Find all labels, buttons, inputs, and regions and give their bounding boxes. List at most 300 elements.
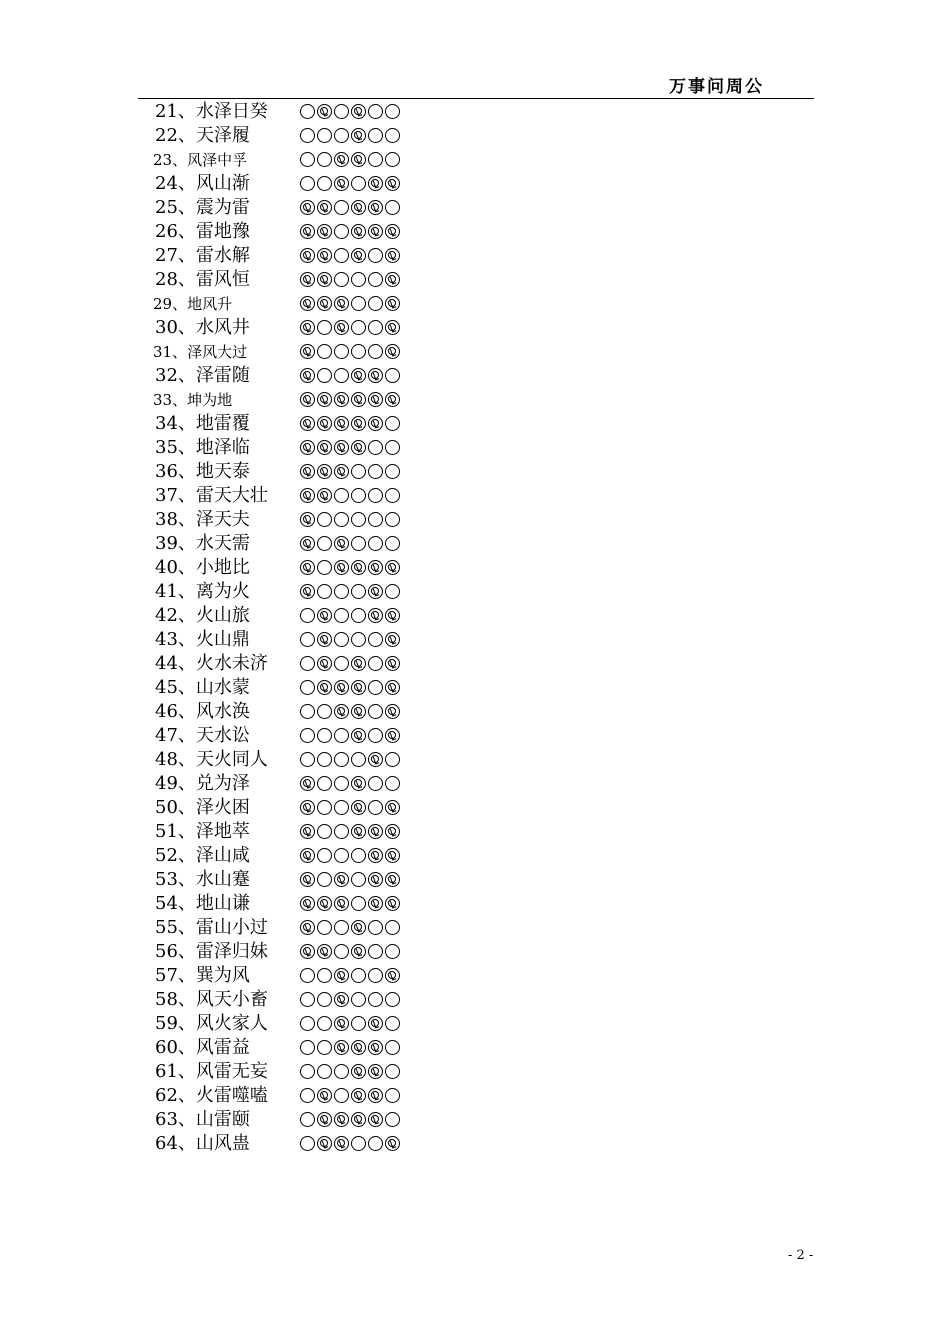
- marked-circle-icon: [317, 296, 332, 311]
- hexagram-marks: [300, 248, 400, 264]
- hexagram-label: 55、雷山小过: [155, 917, 268, 938]
- open-circle-icon: [385, 776, 400, 791]
- list-item: [0, 532, 950, 556]
- hexagram-marks: [300, 1064, 400, 1080]
- marked-circle-icon: [334, 1040, 349, 1055]
- list-item: [0, 820, 950, 844]
- open-circle-icon: [334, 752, 349, 767]
- marked-circle-icon: [334, 560, 349, 575]
- marked-circle-icon: [300, 248, 315, 263]
- open-circle-icon: [385, 368, 400, 383]
- open-circle-icon: [317, 1016, 332, 1031]
- marked-circle-icon: [385, 632, 400, 647]
- marked-circle-icon: [385, 320, 400, 335]
- marked-circle-icon: [351, 224, 366, 239]
- hexagram-label: 22、天泽履: [155, 125, 250, 146]
- marked-circle-icon: [300, 296, 315, 311]
- hexagram-marks: [300, 824, 400, 840]
- open-circle-icon: [334, 128, 349, 143]
- marked-circle-icon: [385, 704, 400, 719]
- marked-circle-icon: [317, 488, 332, 503]
- hexagram-label: 53、水山蹇: [155, 869, 250, 890]
- open-circle-icon: [351, 344, 366, 359]
- hexagram-label: 63、山雷颐: [155, 1109, 250, 1130]
- marked-circle-icon: [317, 272, 332, 287]
- marked-circle-icon: [368, 200, 383, 215]
- marked-circle-icon: [317, 200, 332, 215]
- marked-circle-icon: [334, 416, 349, 431]
- list-item: [0, 412, 950, 436]
- marked-circle-icon: [368, 824, 383, 839]
- marked-circle-icon: [351, 1088, 366, 1103]
- marked-circle-icon: [368, 392, 383, 407]
- open-circle-icon: [300, 728, 315, 743]
- hexagram-marks: [300, 704, 400, 720]
- marked-circle-icon: [300, 872, 315, 887]
- marked-circle-icon: [368, 1016, 383, 1031]
- marked-circle-icon: [317, 224, 332, 239]
- marked-circle-icon: [317, 680, 332, 695]
- open-circle-icon: [351, 968, 366, 983]
- marked-circle-icon: [334, 1136, 349, 1151]
- hexagram-marks: [300, 944, 400, 960]
- list-item: [0, 676, 950, 700]
- open-circle-icon: [300, 1088, 315, 1103]
- hexagram-marks: [300, 656, 400, 672]
- open-circle-icon: [368, 512, 383, 527]
- hexagram-marks: [300, 224, 400, 240]
- open-circle-icon: [385, 920, 400, 935]
- marked-circle-icon: [385, 344, 400, 359]
- marked-circle-icon: [334, 992, 349, 1007]
- open-circle-icon: [368, 1136, 383, 1151]
- open-circle-icon: [351, 1136, 366, 1151]
- open-circle-icon: [385, 440, 400, 455]
- hexagram-label: 48、天火同人: [155, 749, 268, 770]
- open-circle-icon: [300, 656, 315, 671]
- open-circle-icon: [317, 800, 332, 815]
- marked-circle-icon: [385, 728, 400, 743]
- open-circle-icon: [334, 224, 349, 239]
- open-circle-icon: [351, 752, 366, 767]
- hexagram-marks: [300, 800, 400, 816]
- list-item: [0, 100, 950, 124]
- open-circle-icon: [385, 944, 400, 959]
- open-circle-icon: [300, 104, 315, 119]
- open-circle-icon: [334, 800, 349, 815]
- marked-circle-icon: [334, 680, 349, 695]
- list-item: [0, 1060, 950, 1084]
- list-item: [0, 508, 950, 532]
- marked-circle-icon: [385, 272, 400, 287]
- marked-circle-icon: [334, 152, 349, 167]
- open-circle-icon: [317, 920, 332, 935]
- marked-circle-icon: [368, 848, 383, 863]
- open-circle-icon: [351, 464, 366, 479]
- marked-circle-icon: [368, 584, 383, 599]
- hexagram-marks: [300, 296, 400, 312]
- open-circle-icon: [368, 920, 383, 935]
- marked-circle-icon: [351, 152, 366, 167]
- hexagram-marks: [300, 176, 400, 192]
- hexagram-marks: [300, 1088, 400, 1104]
- open-circle-icon: [351, 296, 366, 311]
- hexagram-label: 42、火山旅: [155, 605, 250, 626]
- open-circle-icon: [300, 176, 315, 191]
- open-circle-icon: [385, 1064, 400, 1079]
- open-circle-icon: [334, 512, 349, 527]
- list-item: [0, 700, 950, 724]
- hexagram-label: 24、风山渐: [155, 173, 250, 194]
- marked-circle-icon: [368, 560, 383, 575]
- open-circle-icon: [351, 992, 366, 1007]
- open-circle-icon: [334, 488, 349, 503]
- open-circle-icon: [351, 512, 366, 527]
- hexagram-marks: [300, 848, 400, 864]
- open-circle-icon: [317, 512, 332, 527]
- open-circle-icon: [334, 632, 349, 647]
- hexagram-label: 31、泽风大过: [153, 343, 248, 361]
- open-circle-icon: [385, 512, 400, 527]
- open-circle-icon: [351, 848, 366, 863]
- list-item: [0, 316, 950, 340]
- open-circle-icon: [317, 152, 332, 167]
- marked-circle-icon: [385, 1136, 400, 1151]
- open-circle-icon: [300, 968, 315, 983]
- marked-circle-icon: [334, 536, 349, 551]
- open-circle-icon: [351, 584, 366, 599]
- list-item: [0, 796, 950, 820]
- hexagram-marks: [300, 128, 400, 144]
- open-circle-icon: [317, 848, 332, 863]
- open-circle-icon: [385, 752, 400, 767]
- marked-circle-icon: [300, 440, 315, 455]
- marked-circle-icon: [351, 368, 366, 383]
- list-item: [0, 964, 950, 988]
- list-item: [0, 196, 950, 220]
- hexagram-label: 25、震为雷: [155, 197, 250, 218]
- marked-circle-icon: [300, 512, 315, 527]
- open-circle-icon: [317, 776, 332, 791]
- list-item: [0, 172, 950, 196]
- marked-circle-icon: [300, 800, 315, 815]
- hexagram-label: 37、雷天大壮: [155, 485, 268, 506]
- open-circle-icon: [334, 656, 349, 671]
- open-circle-icon: [334, 944, 349, 959]
- marked-circle-icon: [300, 848, 315, 863]
- marked-circle-icon: [334, 440, 349, 455]
- marked-circle-icon: [351, 416, 366, 431]
- marked-circle-icon: [351, 704, 366, 719]
- marked-circle-icon: [351, 200, 366, 215]
- open-circle-icon: [317, 824, 332, 839]
- marked-circle-icon: [351, 248, 366, 263]
- marked-circle-icon: [317, 1136, 332, 1151]
- marked-circle-icon: [351, 392, 366, 407]
- open-circle-icon: [351, 272, 366, 287]
- open-circle-icon: [385, 1112, 400, 1127]
- hexagram-marks: [300, 320, 400, 336]
- open-circle-icon: [300, 1136, 315, 1151]
- open-circle-icon: [368, 800, 383, 815]
- marked-circle-icon: [334, 1016, 349, 1031]
- open-circle-icon: [300, 1064, 315, 1079]
- marked-circle-icon: [351, 128, 366, 143]
- list-item: [0, 556, 950, 580]
- open-circle-icon: [317, 968, 332, 983]
- hexagram-label: 41、离为火: [155, 581, 250, 602]
- open-circle-icon: [368, 680, 383, 695]
- open-circle-icon: [385, 152, 400, 167]
- hexagram-label: 34、地雷覆: [155, 413, 250, 434]
- open-circle-icon: [368, 248, 383, 263]
- marked-circle-icon: [334, 704, 349, 719]
- marked-circle-icon: [385, 848, 400, 863]
- open-circle-icon: [385, 104, 400, 119]
- marked-circle-icon: [351, 920, 366, 935]
- hexagram-label: 56、雷泽归妹: [155, 941, 268, 962]
- open-circle-icon: [368, 128, 383, 143]
- hexagram-label: 64、山风蛊: [155, 1133, 250, 1154]
- hexagram-label: 43、火山鼎: [155, 629, 250, 650]
- hexagram-label: 28、雷风恒: [155, 269, 250, 290]
- list-item: [0, 940, 950, 964]
- list-item: [0, 604, 950, 628]
- marked-circle-icon: [368, 1040, 383, 1055]
- open-circle-icon: [317, 536, 332, 551]
- open-circle-icon: [317, 992, 332, 1007]
- marked-circle-icon: [368, 1088, 383, 1103]
- hexagram-marks: [300, 872, 400, 888]
- hexagram-marks: [300, 416, 400, 432]
- hexagram-marks: [300, 560, 400, 576]
- open-circle-icon: [300, 1040, 315, 1055]
- open-circle-icon: [334, 368, 349, 383]
- open-circle-icon: [351, 632, 366, 647]
- open-circle-icon: [368, 320, 383, 335]
- marked-circle-icon: [351, 776, 366, 791]
- open-circle-icon: [317, 344, 332, 359]
- list-item: [0, 1012, 950, 1036]
- list-item: [0, 340, 950, 364]
- hexagram-label: 59、风火家人: [155, 1013, 268, 1034]
- marked-circle-icon: [351, 800, 366, 815]
- hexagram-label: 30、水风井: [155, 317, 250, 338]
- marked-circle-icon: [317, 104, 332, 119]
- hexagram-marks: [300, 344, 400, 360]
- marked-circle-icon: [368, 176, 383, 191]
- open-circle-icon: [300, 1016, 315, 1031]
- open-circle-icon: [368, 296, 383, 311]
- hexagram-marks: [300, 728, 400, 744]
- marked-circle-icon: [351, 1040, 366, 1055]
- marked-circle-icon: [368, 872, 383, 887]
- marked-circle-icon: [317, 632, 332, 647]
- marked-circle-icon: [334, 872, 349, 887]
- list-item: [0, 268, 950, 292]
- marked-circle-icon: [334, 896, 349, 911]
- open-circle-icon: [334, 848, 349, 863]
- marked-circle-icon: [368, 224, 383, 239]
- open-circle-icon: [300, 752, 315, 767]
- open-circle-icon: [351, 176, 366, 191]
- marked-circle-icon: [317, 464, 332, 479]
- open-circle-icon: [300, 992, 315, 1007]
- marked-circle-icon: [351, 560, 366, 575]
- marked-circle-icon: [385, 248, 400, 263]
- marked-circle-icon: [351, 680, 366, 695]
- page-number: - 2 -: [788, 1248, 814, 1263]
- hexagram-label: 27、雷水解: [155, 245, 250, 266]
- list-item: [0, 772, 950, 796]
- list-item: [0, 436, 950, 460]
- hexagram-marks: [300, 968, 400, 984]
- hexagram-marks: [300, 1016, 400, 1032]
- hexagram-label: 61、风雷无妄: [155, 1061, 268, 1082]
- open-circle-icon: [317, 728, 332, 743]
- open-circle-icon: [368, 344, 383, 359]
- hexagram-marks: [300, 272, 400, 288]
- open-circle-icon: [368, 776, 383, 791]
- hexagram-label: 50、泽火困: [155, 797, 250, 818]
- marked-circle-icon: [351, 824, 366, 839]
- open-circle-icon: [368, 992, 383, 1007]
- marked-circle-icon: [334, 1112, 349, 1127]
- list-item: [0, 148, 950, 172]
- open-circle-icon: [385, 416, 400, 431]
- open-circle-icon: [334, 200, 349, 215]
- marked-circle-icon: [317, 896, 332, 911]
- open-circle-icon: [351, 896, 366, 911]
- hexagram-label: 51、泽地萃: [155, 821, 250, 842]
- marked-circle-icon: [351, 1112, 366, 1127]
- marked-circle-icon: [317, 656, 332, 671]
- open-circle-icon: [334, 728, 349, 743]
- marked-circle-icon: [334, 296, 349, 311]
- marked-circle-icon: [300, 536, 315, 551]
- open-circle-icon: [368, 464, 383, 479]
- hexagram-marks: [300, 488, 400, 504]
- hexagram-label: 40、小地比: [155, 557, 250, 578]
- marked-circle-icon: [300, 392, 315, 407]
- open-circle-icon: [317, 584, 332, 599]
- hexagram-marks: [300, 992, 400, 1008]
- list-item: [0, 1108, 950, 1132]
- open-circle-icon: [368, 632, 383, 647]
- open-circle-icon: [351, 488, 366, 503]
- list-item: [0, 844, 950, 868]
- marked-circle-icon: [334, 968, 349, 983]
- list-item: [0, 388, 950, 412]
- list-item: [0, 748, 950, 772]
- hexagram-label: 58、风天小畜: [155, 989, 268, 1010]
- hexagram-marks: [300, 368, 400, 384]
- open-circle-icon: [385, 200, 400, 215]
- marked-circle-icon: [300, 368, 315, 383]
- open-circle-icon: [385, 1088, 400, 1103]
- marked-circle-icon: [351, 440, 366, 455]
- marked-circle-icon: [300, 824, 315, 839]
- open-circle-icon: [368, 272, 383, 287]
- hexagram-label: 32、泽雷随: [155, 365, 250, 386]
- hexagram-marks: [300, 680, 400, 696]
- open-circle-icon: [351, 1016, 366, 1031]
- list-item: [0, 988, 950, 1012]
- marked-circle-icon: [351, 656, 366, 671]
- open-circle-icon: [300, 680, 315, 695]
- hexagram-marks: [300, 1040, 400, 1056]
- marked-circle-icon: [300, 488, 315, 503]
- hexagram-label: 54、地山谦: [155, 893, 250, 914]
- list-item: [0, 652, 950, 676]
- hexagram-label: 52、泽山咸: [155, 845, 250, 866]
- marked-circle-icon: [300, 896, 315, 911]
- marked-circle-icon: [351, 104, 366, 119]
- hexagram-marks: [300, 512, 400, 528]
- open-circle-icon: [351, 536, 366, 551]
- open-circle-icon: [317, 176, 332, 191]
- marked-circle-icon: [317, 1088, 332, 1103]
- open-circle-icon: [334, 824, 349, 839]
- open-circle-icon: [334, 920, 349, 935]
- marked-circle-icon: [300, 944, 315, 959]
- hexagram-marks: [300, 464, 400, 480]
- marked-circle-icon: [334, 176, 349, 191]
- list-item: [0, 124, 950, 148]
- list-item: [0, 892, 950, 916]
- marked-circle-icon: [317, 608, 332, 623]
- open-circle-icon: [385, 464, 400, 479]
- open-circle-icon: [368, 488, 383, 503]
- open-circle-icon: [334, 104, 349, 119]
- marked-circle-icon: [385, 680, 400, 695]
- hexagram-label: 47、天水讼: [155, 725, 250, 746]
- marked-circle-icon: [385, 392, 400, 407]
- hexagram-label: 38、泽天夫: [155, 509, 250, 530]
- hexagram-marks: [300, 632, 400, 648]
- open-circle-icon: [317, 1040, 332, 1055]
- hexagram-label: 60、风雷益: [155, 1037, 250, 1058]
- open-circle-icon: [300, 152, 315, 167]
- open-circle-icon: [334, 1088, 349, 1103]
- hexagram-label: 21、水泽日癸: [155, 101, 268, 122]
- open-circle-icon: [317, 752, 332, 767]
- open-circle-icon: [317, 320, 332, 335]
- open-circle-icon: [334, 584, 349, 599]
- list-item: [0, 1036, 950, 1060]
- hexagram-label: 39、水天需: [155, 533, 250, 554]
- hexagram-marks: [300, 1112, 400, 1128]
- hexagram-marks: [300, 536, 400, 552]
- marked-circle-icon: [385, 296, 400, 311]
- list-item: [0, 628, 950, 652]
- hexagram-marks: [300, 1136, 400, 1152]
- open-circle-icon: [351, 320, 366, 335]
- hexagram-marks: [300, 920, 400, 936]
- hexagram-label: 62、火雷噬嗑: [155, 1085, 268, 1106]
- marked-circle-icon: [368, 896, 383, 911]
- marked-circle-icon: [385, 608, 400, 623]
- open-circle-icon: [385, 992, 400, 1007]
- hexagram-marks: [300, 152, 400, 168]
- open-circle-icon: [334, 1064, 349, 1079]
- open-circle-icon: [368, 728, 383, 743]
- list-item: [0, 916, 950, 940]
- marked-circle-icon: [334, 320, 349, 335]
- list-item: [0, 220, 950, 244]
- open-circle-icon: [317, 704, 332, 719]
- marked-circle-icon: [300, 272, 315, 287]
